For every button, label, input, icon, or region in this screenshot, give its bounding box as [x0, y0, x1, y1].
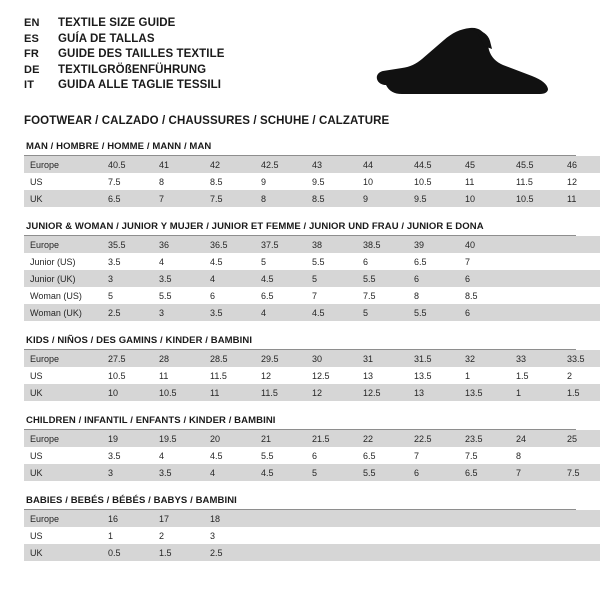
cell: 11 [459, 173, 510, 190]
block-heading: JUNIOR & WOMAN / JUNIOR Y MUJER / JUNIOR ET FEMME / JUNIOR UND FRAU / JUNIOR E DONA [24, 221, 576, 236]
row-label: US [24, 527, 102, 544]
row-label: Europe [24, 510, 102, 527]
cell: 9.5 [408, 190, 459, 207]
cell: 7 [408, 447, 459, 464]
language-code: IT [24, 79, 35, 91]
cell: 3.5 [204, 304, 255, 321]
size-table [24, 156, 600, 207]
cell: 31 [357, 350, 408, 367]
block-heading: BABIES / BEBÉS / BÉBÉS / BABYS / BAMBINI [24, 495, 576, 510]
cell: 11 [153, 367, 204, 384]
size-block-man [24, 141, 576, 207]
cell [561, 447, 600, 464]
row-label: Europe [24, 156, 102, 173]
table-row [24, 367, 600, 384]
cell: 11.5 [510, 173, 561, 190]
cell: 31.5 [408, 350, 459, 367]
cell: 13 [408, 384, 459, 401]
cell [408, 527, 459, 544]
table-row [24, 253, 600, 270]
cell [510, 510, 561, 527]
cell [459, 544, 510, 561]
cell: 10 [102, 384, 153, 401]
table-row [24, 173, 600, 190]
language-row [24, 47, 225, 63]
table-row [24, 156, 600, 173]
cell [561, 270, 600, 287]
cell: 6 [408, 270, 459, 287]
cell: 12 [306, 384, 357, 401]
cell: 10.5 [510, 190, 561, 207]
cell: 1 [102, 527, 153, 544]
cell [510, 236, 561, 253]
row-label: US [24, 173, 102, 190]
cell: 10.5 [408, 173, 459, 190]
cell: 44 [357, 156, 408, 173]
size-block-junior-woman [24, 221, 576, 321]
size-table [24, 350, 600, 401]
table-row [24, 464, 600, 481]
cell: 22.5 [408, 430, 459, 447]
cell: 27.5 [102, 350, 153, 367]
cell: 45.5 [510, 156, 561, 173]
size-block-babies [24, 495, 576, 561]
cell: 6.5 [357, 447, 408, 464]
cell: 21 [255, 430, 306, 447]
cell: 3.5 [153, 464, 204, 481]
cell [561, 236, 600, 253]
language-title: TEXTILGRÖßENFÜHRUNG [58, 63, 207, 76]
cell [408, 510, 459, 527]
cell: 6 [306, 447, 357, 464]
cell: 3.5 [102, 253, 153, 270]
table-row [24, 270, 600, 287]
cell: 6.5 [102, 190, 153, 207]
cell: 6 [357, 253, 408, 270]
cell: 22 [357, 430, 408, 447]
cell: 1 [510, 384, 561, 401]
cell: 35.5 [102, 236, 153, 253]
cell: 46 [561, 156, 600, 173]
cell: 6.5 [408, 253, 459, 270]
cell: 4 [204, 270, 255, 287]
language-row [24, 16, 225, 32]
cell: 6.5 [255, 287, 306, 304]
cell: 8 [510, 447, 561, 464]
cell [357, 544, 408, 561]
size-table [24, 430, 600, 481]
cell [408, 544, 459, 561]
row-label: UK [24, 544, 102, 561]
cell: 4.5 [204, 447, 255, 464]
cell: 5.5 [408, 304, 459, 321]
cell: 8.5 [306, 190, 357, 207]
cell [306, 527, 357, 544]
page-title: FOOTWEAR / CALZADO / CHAUSSURES / SCHUHE / CALZATURE [24, 115, 390, 127]
cell: 6 [408, 464, 459, 481]
cell: 4 [204, 464, 255, 481]
dress-shoe-silhouette-icon [372, 24, 552, 101]
cell [255, 510, 306, 527]
row-label: Europe [24, 236, 102, 253]
cell [510, 253, 561, 270]
cell: 5.5 [255, 447, 306, 464]
cell: 3.5 [153, 270, 204, 287]
cell: 12.5 [357, 384, 408, 401]
cell: 28 [153, 350, 204, 367]
cell: 16 [102, 510, 153, 527]
cell: 0.5 [102, 544, 153, 561]
language-row [24, 32, 225, 48]
cell: 41 [153, 156, 204, 173]
cell: 33 [510, 350, 561, 367]
cell [459, 510, 510, 527]
size-table [24, 510, 600, 561]
cell: 7.5 [204, 190, 255, 207]
cell: 5 [306, 270, 357, 287]
cell: 24 [510, 430, 561, 447]
cell: 21.5 [306, 430, 357, 447]
cell [561, 287, 600, 304]
block-heading: MAN / HOMBRE / HOMME / MANN / MAN [24, 141, 576, 156]
table-row [24, 287, 600, 304]
cell: 3.5 [102, 447, 153, 464]
row-label: Junior (UK) [24, 270, 102, 287]
cell: 8 [255, 190, 306, 207]
cell: 38 [306, 236, 357, 253]
cell: 6 [459, 304, 510, 321]
cell [510, 527, 561, 544]
cell: 5 [357, 304, 408, 321]
table-row [24, 190, 600, 207]
table-row [24, 384, 600, 401]
cell [255, 544, 306, 561]
cell: 5.5 [306, 253, 357, 270]
cell: 1.5 [510, 367, 561, 384]
cell: 5.5 [357, 270, 408, 287]
cell: 5.5 [357, 464, 408, 481]
cell: 12 [561, 173, 600, 190]
language-row [24, 63, 225, 79]
cell: 19 [102, 430, 153, 447]
cell: 7.5 [459, 447, 510, 464]
cell: 4 [153, 447, 204, 464]
cell: 10.5 [153, 384, 204, 401]
cell: 6 [459, 270, 510, 287]
cell: 25 [561, 430, 600, 447]
cell: 1.5 [153, 544, 204, 561]
table-row [24, 527, 600, 544]
row-label: US [24, 367, 102, 384]
cell [561, 253, 600, 270]
cell: 13.5 [408, 367, 459, 384]
cell: 44.5 [408, 156, 459, 173]
cell [510, 270, 561, 287]
cell: 7 [459, 253, 510, 270]
size-block-children [24, 415, 580, 481]
language-title: GUIDA ALLE TAGLIE TESSILI [58, 79, 222, 91]
cell: 7.5 [102, 173, 153, 190]
cell: 11.5 [255, 384, 306, 401]
language-code: DE [24, 63, 40, 76]
cell [255, 527, 306, 544]
cell: 6.5 [459, 464, 510, 481]
cell: 11 [204, 384, 255, 401]
cell [357, 527, 408, 544]
cell: 17 [153, 510, 204, 527]
cell: 7 [510, 464, 561, 481]
cell: 40.5 [102, 156, 153, 173]
cell: 3 [102, 464, 153, 481]
cell: 36 [153, 236, 204, 253]
cell: 4 [153, 253, 204, 270]
language-code: ES [24, 32, 40, 45]
row-label: Junior (US) [24, 253, 102, 270]
size-block-kids [24, 335, 585, 401]
cell: 8.5 [204, 173, 255, 190]
cell [561, 527, 600, 544]
cell: 9.5 [306, 173, 357, 190]
page-header [24, 16, 576, 101]
table-row [24, 350, 600, 367]
cell: 5 [255, 253, 306, 270]
cell: 2.5 [204, 544, 255, 561]
cell: 5.5 [153, 287, 204, 304]
size-table [24, 236, 600, 321]
cell: 13.5 [459, 384, 510, 401]
row-label: US [24, 447, 102, 464]
cell [561, 510, 600, 527]
cell: 42.5 [255, 156, 306, 173]
cell: 33.5 [561, 350, 600, 367]
cell: 37.5 [255, 236, 306, 253]
cell [561, 304, 600, 321]
cell: 12.5 [306, 367, 357, 384]
cell: 8 [408, 287, 459, 304]
cell: 42 [204, 156, 255, 173]
cell [357, 510, 408, 527]
block-heading: KIDS / NIÑOS / DES GAMINS / KINDER / BAMBINI [24, 335, 576, 350]
cell [561, 544, 600, 561]
cell: 7 [306, 287, 357, 304]
language-title: GUIDE DES TAILLES TEXTILE [58, 48, 225, 60]
cell: 3 [153, 304, 204, 321]
block-heading: CHILDREN / INFANTIL / ENFANTS / KINDER / BAMBINI [24, 415, 576, 430]
cell: 30 [306, 350, 357, 367]
cell: 1.5 [561, 384, 600, 401]
cell: 8.5 [459, 287, 510, 304]
cell: 4.5 [204, 253, 255, 270]
cell: 12 [255, 367, 306, 384]
table-row [24, 304, 600, 321]
cell: 10.5 [102, 367, 153, 384]
cell [306, 510, 357, 527]
row-label: Woman (US) [24, 287, 102, 304]
cell: 28.5 [204, 350, 255, 367]
cell: 10 [357, 173, 408, 190]
cell: 39 [408, 236, 459, 253]
cell [510, 304, 561, 321]
cell: 7 [153, 190, 204, 207]
table-row [24, 236, 600, 253]
cell: 6 [204, 287, 255, 304]
cell: 23.5 [459, 430, 510, 447]
cell: 5 [102, 287, 153, 304]
language-code: FR [24, 48, 40, 60]
language-title: GUÍA DE TALLAS [58, 32, 155, 45]
cell: 1 [459, 367, 510, 384]
row-label: Woman (UK) [24, 304, 102, 321]
cell: 2 [153, 527, 204, 544]
cell: 2 [561, 367, 600, 384]
cell [510, 287, 561, 304]
cell: 32 [459, 350, 510, 367]
language-code: EN [24, 17, 40, 29]
cell: 7.5 [561, 464, 600, 481]
cell: 4.5 [255, 464, 306, 481]
language-row [24, 78, 225, 94]
language-title-list [24, 16, 225, 94]
row-label: Europe [24, 430, 102, 447]
table-row [24, 510, 600, 527]
cell: 9 [255, 173, 306, 190]
row-label: UK [24, 384, 102, 401]
cell: 4.5 [255, 270, 306, 287]
cell: 5 [306, 464, 357, 481]
cell: 11 [561, 190, 600, 207]
cell: 10 [459, 190, 510, 207]
cell: 4.5 [306, 304, 357, 321]
cell: 9 [357, 190, 408, 207]
cell [459, 527, 510, 544]
cell: 19.5 [153, 430, 204, 447]
cell: 2.5 [102, 304, 153, 321]
cell: 43 [306, 156, 357, 173]
cell: 11.5 [204, 367, 255, 384]
cell [306, 544, 357, 561]
cell: 38.5 [357, 236, 408, 253]
cell: 3 [204, 527, 255, 544]
cell: 3 [102, 270, 153, 287]
row-label: Europe [24, 350, 102, 367]
cell: 18 [204, 510, 255, 527]
cell: 20 [204, 430, 255, 447]
cell: 45 [459, 156, 510, 173]
cell: 36.5 [204, 236, 255, 253]
cell [510, 544, 561, 561]
row-label: UK [24, 190, 102, 207]
table-row [24, 544, 600, 561]
cell: 40 [459, 236, 510, 253]
table-row [24, 430, 600, 447]
table-row [24, 447, 600, 464]
cell: 13 [357, 367, 408, 384]
cell: 8 [153, 173, 204, 190]
language-title: TEXTILE SIZE GUIDE [58, 17, 176, 29]
cell: 29.5 [255, 350, 306, 367]
cell: 7.5 [357, 287, 408, 304]
cell: 4 [255, 304, 306, 321]
row-label: UK [24, 464, 102, 481]
